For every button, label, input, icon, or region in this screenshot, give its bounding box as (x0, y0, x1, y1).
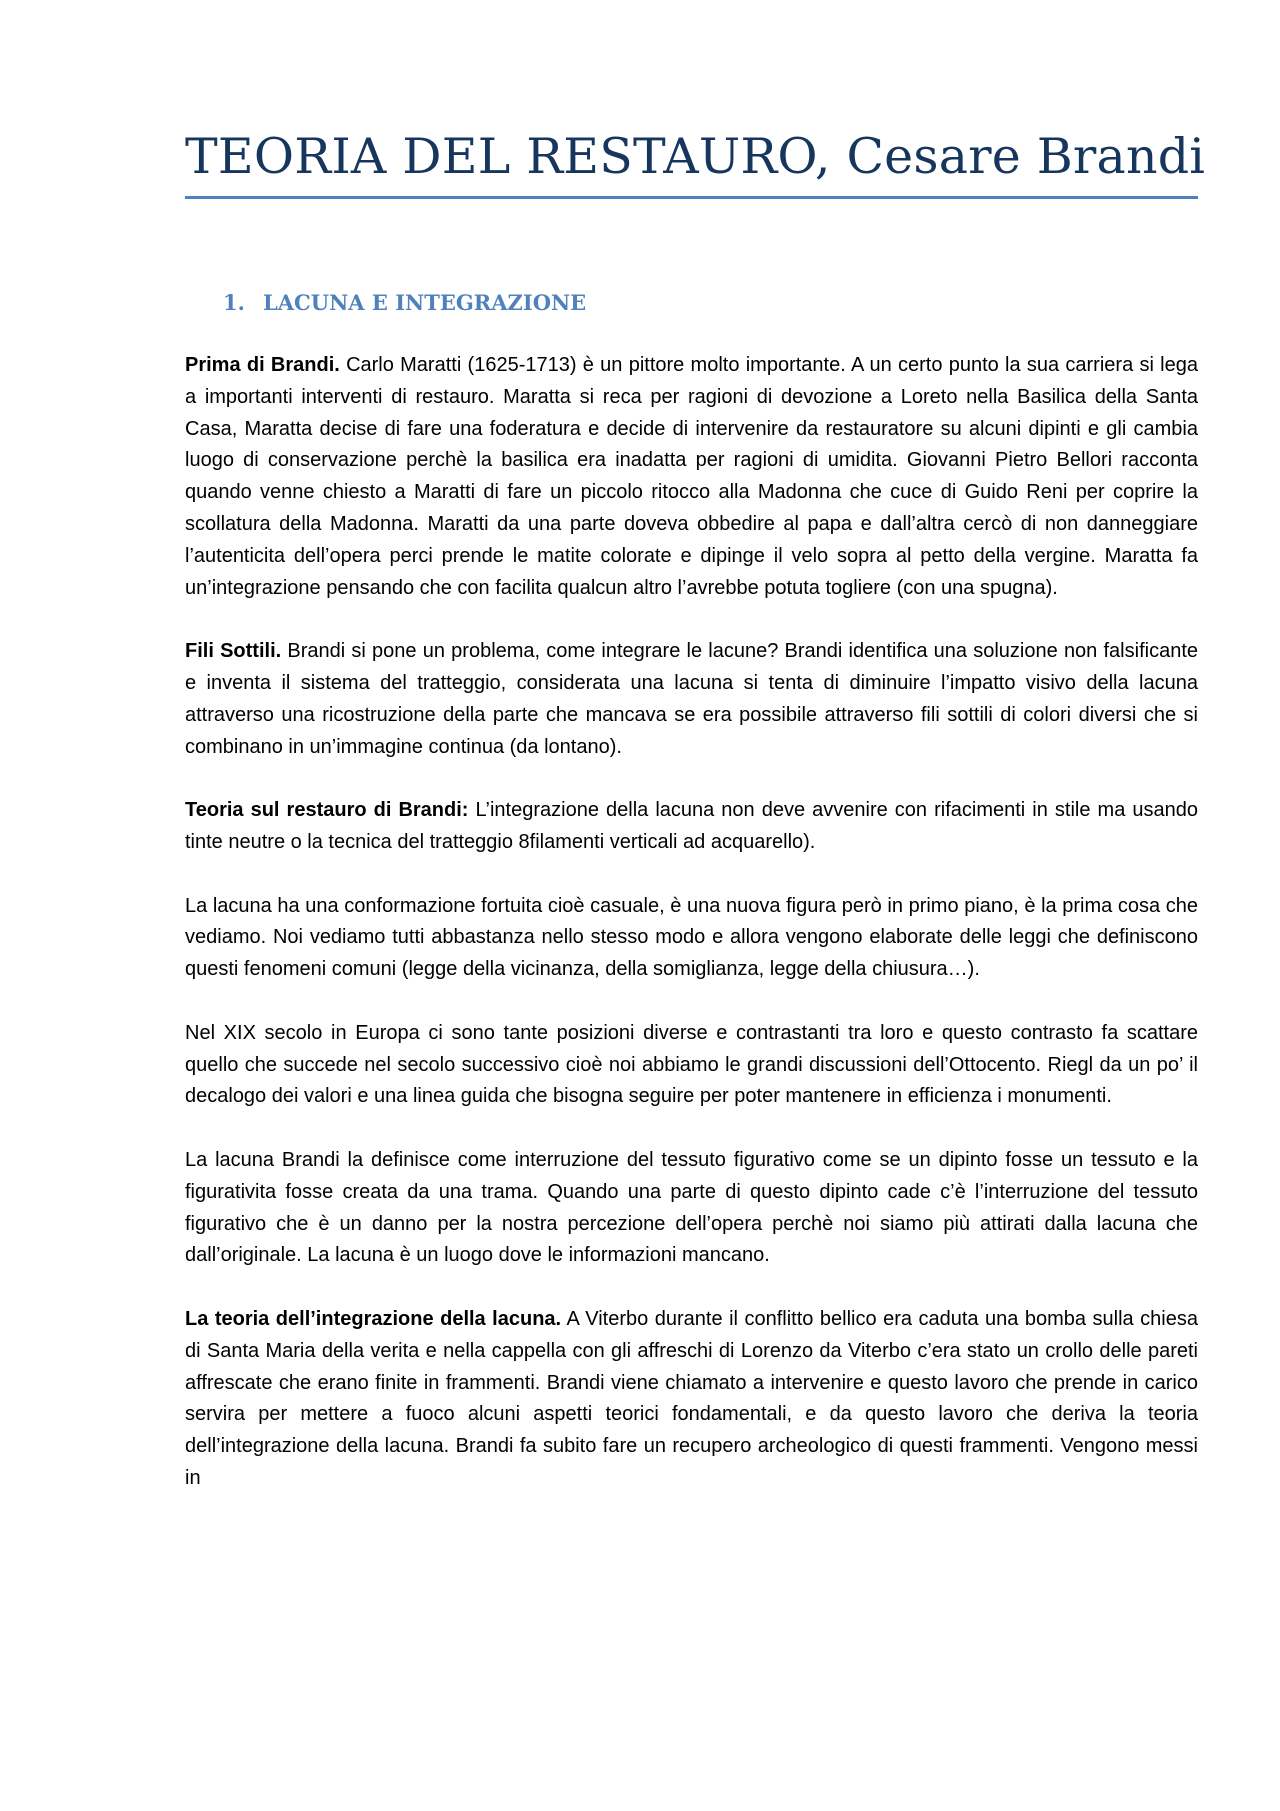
document-title: TEORIA DEL RESTAURO, Cesare Brandi (185, 128, 1206, 185)
paragraph-text: A Viterbo durante il conflitto bellico era caduta una bomba sulla chiesa di Santa Maria della verita e nella cappella con gli affreschi di Lorenzo da Viterbo c’era stato un crollo delle pareti affrescate che erano finite in frammenti. Brandi viene chiamato a intervenire e questo lavoro che prende in carico servira per mettere a fuoco alcuni aspetti teorici fondamentali, e da questo lavoro che deriva la teoria dell’integrazione della lacuna. Brandi fa subito fare un recupero archeologico di questi frammenti. Vengono messi in (185, 1307, 1198, 1489)
paragraph-text: L’integrazione della lacuna non deve avvenire con rifacimenti in stile ma usando tinte neutre o la tecnica del tratteggio 8filamenti verticali ad acquarello). (185, 799, 1198, 853)
paragraph-text: Brandi si pone un problema, come integrare le lacune? Brandi identifica una soluzione non falsificante e inventa il sistema del tratteggio, considerata una lacuna si tenta di diminuire l’impatto visivo della lacuna attraverso una ricostruzione della parte che mancava se era possibile attraverso fili sottili di colori diversi che si combinano in un’immagine continua (da lontano). (185, 640, 1198, 758)
paragraph-prima-di-brandi (185, 350, 1198, 604)
paragraph-text: La lacuna Brandi la definisce come interruzione del tessuto figurativo come se un dipinto fosse un tessuto e la figurativita fosse creata da una trama. Quando una parte di questo dipinto cade c’è l’interruzione del tessuto figurativo che è un danno per la nostra percezione dell’opera perchè noi siamo più attirati dalla lacuna che dall’originale. La lacuna è un luogo dove le informazioni mancano. (185, 1148, 1198, 1267)
paragraph-xix-secolo (185, 1018, 1198, 1113)
paragraph-lead: La teoria dell’integrazione della lacuna. (185, 1307, 562, 1330)
paragraph-text: La lacuna ha una conformazione fortuita cioè casuale, è una nuova figura però in primo piano, è la prima cosa che vediamo. Noi vediamo tutti abbastanza nello stesso modo e allora vengono elaborate delle leggi che definiscono questi fenomeni comuni (legge della vicinanza, della somiglianza, legge della chiusura…). (185, 894, 1198, 981)
section-title: LACUNA E INTEGRAZIONE (263, 290, 587, 315)
document-body (185, 350, 1198, 1526)
paragraph-teoria-integrazione (185, 1304, 1198, 1495)
paragraph-lead: Prima di Brandi. (185, 354, 340, 376)
paragraph-definizione-lacuna (185, 1145, 1198, 1272)
paragraph-text: Nel XIX secolo in Europa ci sono tante posizioni diverse e contrastanti tra loro e questo contrasto fa scattare quello che succede nel secolo successivo cioè noi abbiamo le grandi discussioni dell’Ottocento. Riegl da un po’ il decalogo dei valori e una linea guida che bisogna seguire per poter mantenere in efficienza i monumenti. (185, 1021, 1198, 1108)
paragraph-teoria-sul-restauro (185, 795, 1198, 859)
paragraph-lead: Teoria sul restauro di Brandi: (185, 799, 469, 822)
paragraph-conformazione-lacuna (185, 891, 1198, 986)
paragraph-text: Carlo Maratti (1625-1713) è un pittore molto importante. A un certo punto la sua carriera si lega a importanti interventi di restauro. Maratta si reca per ragioni di devozione a Loreto nella Basilica della Santa Casa, Maratta decise di fare una foderatura e decide di intervenire da restauratore su alcuni dipinti e gli cambia luogo di conservazione perchè la basilica era inadatta per ragioni di umidita. Giovanni Pietro Bellori racconta quando venne chiesto a Maratti di fare un piccolo ritocco alla Madonna che cuce di Guido Reni per coprire la scollatura della Madonna. Maratti da una parte doveva obbedire al papa e dall’altra cercò di non danneggiare l’autenticita dell’opera perci prende le matite colorate e dipinge il velo sopra al petto della vergine. Maratta fa un’integrazione pensando che con facilita qualcun altro l’avrebbe potuta togliere (con una spugna). (185, 354, 1198, 599)
title-underline (185, 196, 1198, 199)
section-number: 1. (223, 290, 245, 315)
paragraph-lead: Fili Sottili. (185, 640, 282, 663)
section-heading (223, 288, 586, 318)
paragraph-fili-sottili (185, 636, 1198, 763)
